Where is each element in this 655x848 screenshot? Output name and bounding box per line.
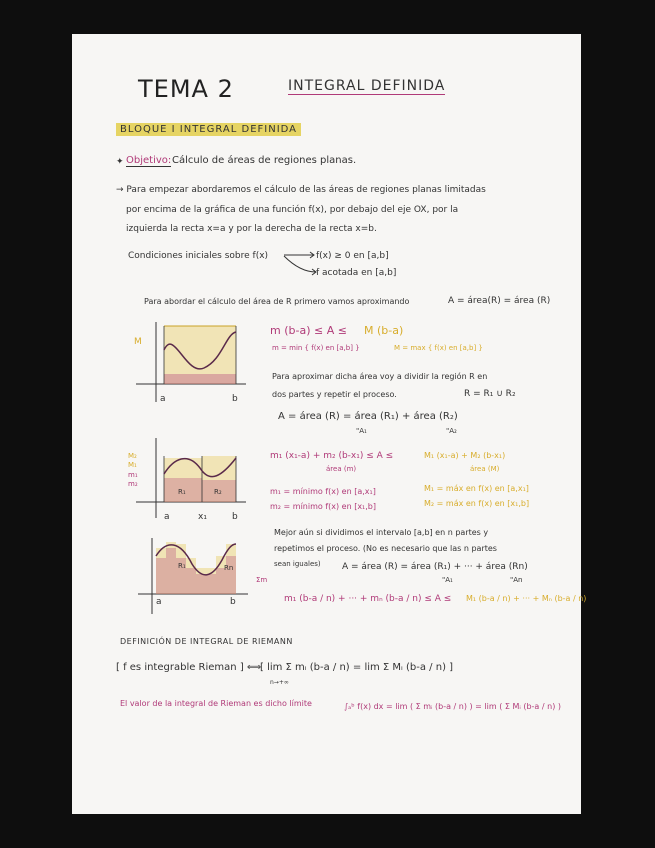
block1-a2: "A₂ <box>446 427 457 435</box>
block1-rsum: R = R₁ ∪ R₂ <box>464 389 516 399</box>
block1-max-def: M = max { f(x) en [a,b] } <box>394 344 483 352</box>
objetivo-label: Objetivo: <box>126 155 172 166</box>
block2-ineq-left: m₁ (x₁-a) + m₂ (b-x₁) ≤ A ≤ <box>270 451 394 461</box>
block2-m1-def: m₁ = mínimo f(x) en [a,x₁] <box>270 487 376 496</box>
block2-ineq-right: M₁ (x₁-a) + M₂ (b-x₁) <box>424 451 506 460</box>
graph1-label-a: a <box>160 394 166 404</box>
block2-M1-def: M₁ = máx en f(x) en [a,x₁] <box>424 484 529 493</box>
aproximar-text: Para abordar el cálculo del área de R primero vamos aproximando <box>144 297 410 306</box>
intro-line-1: → Para empezar abordaremos el cálculo de las áreas de regiones planas limitadas <box>116 185 486 195</box>
riemann-limit: [ lim Σ mᵢ (b-a / n) = lim Σ Mᵢ (b-a / n) ] <box>260 662 454 673</box>
graph3-label-Rn: Rn <box>224 564 234 572</box>
topic-title: INTEGRAL DEFINIDA <box>288 78 446 94</box>
graph3-label-a: a <box>156 597 162 607</box>
graph2-label-R1: R₁ <box>178 488 186 496</box>
block3-ineq-right: M₁ (b-a / n) + ··· + Mₙ (b-a / n) <box>466 594 587 603</box>
tema-title: TEMA 2 <box>138 75 234 103</box>
block1-p1: Para aproximar dicha área voy a dividir la región R en <box>272 372 488 381</box>
graph3-label-Sm: Σm <box>256 576 268 584</box>
objetivo-text: Cálculo de áreas de regiones planas. <box>172 155 357 166</box>
graph3-label-R1: R₁ <box>178 562 186 570</box>
riemann-valor: El valor de la integral de Rieman es dicho límite <box>120 699 312 708</box>
block2-area-m: área (m) <box>326 465 357 473</box>
riemann-heading: DEFINICIÓN DE INTEGRAL DE RIEMANN <box>120 637 293 646</box>
condiciones-label: Condiciones iniciales sobre f(x) <box>128 251 269 261</box>
graph2-label-R2: R₂ <box>214 488 222 496</box>
riemann-lim-sub: n→+∞ <box>270 679 289 686</box>
riemann-integral: ∫ₐᵇ f(x) dx = lim ( Σ mᵢ (b-a / n) ) = lim ( Σ Mᵢ (b-a / n) ) <box>344 702 561 711</box>
riemann-integrable: [ f es integrable Rieman ] ⟺ <box>116 662 262 673</box>
graph1-label-b: b <box>232 394 238 404</box>
graph2-label-m2: m₂ <box>128 480 138 488</box>
block3-An: "An <box>510 576 523 584</box>
graph2-label-a: a <box>164 512 170 522</box>
graph2-label-M1: M₁ <box>128 461 137 469</box>
intro-line-3: izquierda la recta x=a y por la derecha de la recta x=b. <box>126 224 377 234</box>
block1-a1: "A₁ <box>356 427 367 435</box>
block3-area-eq: A = área (R) = área (R₁) + ··· + área (Rn) <box>342 562 528 572</box>
graph1-label-M: M <box>134 337 142 347</box>
intro-line-2: por encima de la gráfica de una función f(x), por debajo del eje OX, por la <box>126 205 459 215</box>
block2-area-M: área (M) <box>470 465 500 473</box>
notebook-page <box>72 34 587 814</box>
block3-ineq-left: m₁ (b-a / n) + ··· + mₙ (b-a / n) ≤ A ≤ <box>284 594 452 604</box>
graph3-label-b: b <box>230 597 236 607</box>
graph2-label-M2: M₂ <box>128 452 137 460</box>
block1-ineq-right: M (b-a) <box>364 324 404 337</box>
block3-p2: repetimos el proceso. (No es necesario que las n partes <box>274 544 497 553</box>
block1-asum: A = área (R) = área (R₁) + área (R₂) <box>278 411 458 422</box>
bloque-heading: BLOQUE I INTEGRAL DEFINIDA <box>116 123 301 136</box>
block2-M2-def: M₂ = máx en f(x) en [x₁,b] <box>424 499 530 508</box>
block3-A1: "A₁ <box>442 576 453 584</box>
graph2-label-m1: m₁ <box>128 471 138 479</box>
graph-3 <box>132 534 252 624</box>
block3-p1: Mejor aún si dividimos el intervalo [a,b] en n partes y <box>274 528 489 537</box>
block1-min-def: m = min { f(x) en [a,b] } <box>272 344 360 352</box>
graph2-label-b: b <box>232 512 238 522</box>
block1-p2: dos partes y repetir el proceso. <box>272 390 397 399</box>
objetivo-bullet: ✦ <box>116 157 124 167</box>
block3-p3: sean iguales) <box>274 560 321 568</box>
graph2-label-x1: x₁ <box>198 512 207 522</box>
condicion-1: f(x) ≥ 0 en [a,b] <box>316 251 389 261</box>
condicion-2: f acotada en [a,b] <box>316 268 397 278</box>
block2-m2-def: m₂ = mínimo f(x) en [x₁,b] <box>270 502 377 511</box>
area-definition: A = área(R) = área (R) <box>448 296 551 306</box>
block1-ineq-left: m (b-a) ≤ A ≤ <box>270 324 347 337</box>
